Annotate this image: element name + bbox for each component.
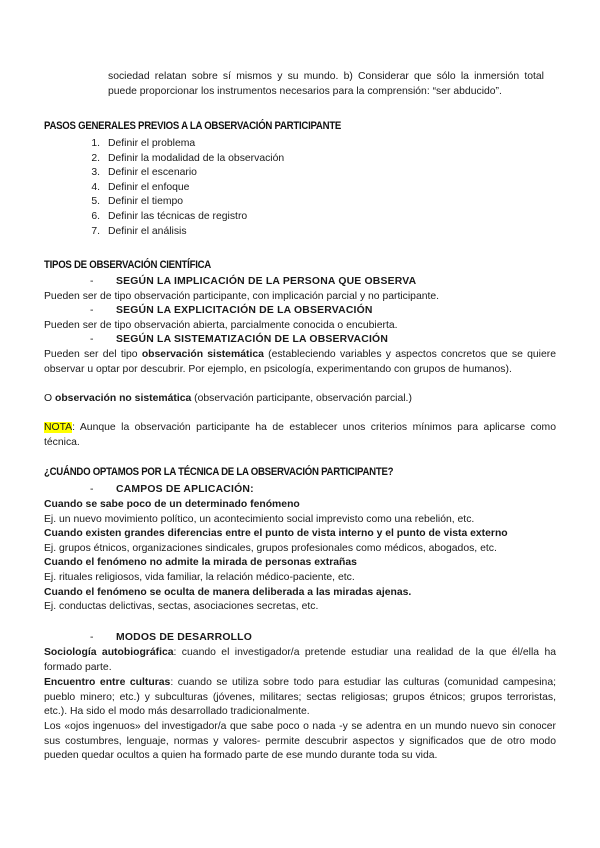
dash-marker: -: [90, 276, 94, 287]
subheading-text: SEGÚN LA SISTEMATIZACIÓN DE LA OBSERVACIÓN: [116, 334, 389, 345]
campo-title: [44, 556, 564, 571]
list-item: [80, 210, 284, 225]
bold-term: observación sistemática: [141, 349, 264, 360]
tipos-text-2: Pueden ser de tipo observación abierta, parcialmente conocida o encubierta.: [44, 320, 398, 331]
list-item: [80, 166, 284, 181]
list-number: 3.: [91, 167, 100, 179]
bold-term: Encuentro entre culturas: [44, 677, 171, 688]
subheading-text: CAMPOS DE APLICACIÓN:: [116, 484, 254, 495]
subheading-modos: [90, 631, 252, 646]
intro-line-2: puede proporcionar los instrumentos necesarios para la comprensión: “ser abducido”.: [108, 85, 502, 97]
dash-marker: -: [90, 334, 94, 345]
text-run: O: [44, 393, 55, 404]
modo-sociologia-autobiografica: [44, 646, 556, 675]
subheading-text: SEGÚN LA EXPLICITACIÓN DE LA OBSERVACIÓN: [116, 305, 373, 316]
dash-marker: -: [90, 632, 94, 643]
text-run: (observación participante, observación parcial.): [191, 393, 412, 404]
nota-highlight: NOTA: [44, 422, 73, 433]
list-number: 5.: [91, 196, 100, 208]
subheading-explicitacion: [90, 304, 373, 319]
tipos-paragraph-sistematica: [44, 348, 556, 377]
list-item: [80, 137, 284, 152]
tipos-paragraph-no-sistematica: [44, 392, 412, 407]
list-item: [80, 152, 284, 167]
campo-example: Ej. grupos étnicos, organizaciones sindicales, grupos profesionales como médicos, abogados, etc.: [44, 542, 497, 554]
subheading-text: MODOS DE DESARROLLO: [116, 632, 252, 643]
dash-marker: -: [90, 484, 94, 495]
nota-paragraph: [44, 421, 556, 450]
section-heading-pasos: PASOS GENERALES PREVIOS A LA OBSERVACIÓN PARTICIPANTE: [44, 120, 342, 132]
tipos-text-1: Pueden ser de tipo observación participante, con implicación parcial y no participante.: [44, 291, 440, 302]
list-number: 1.: [91, 138, 100, 149]
modo-ojos-ingenuos: Los «ojos ingenuos» del investigador/a que sabe poco o nada -y se adentra en un mundo nuevo sin conocer sus costumbres, lenguaje, normas y valores- permite descubrir aspectos y significados que de otro modo pueden quedar ocultos a quien ha formado parte de ese mundo durante toda su vida.: [44, 721, 556, 762]
list-item-text: Definir la modalidad de la observación: [108, 152, 285, 164]
subheading-text: SEGÚN LA IMPLICACIÓN DE LA PERSONA QUE OBSERVA: [116, 276, 417, 287]
bold-term: Cuando se sabe poco de un determinado fenómeno: [44, 499, 300, 510]
list-number: 2.: [91, 152, 100, 164]
list-item-text: Definir el tiempo: [108, 196, 184, 208]
campo-example: Ej. un nuevo movimiento político, un acontecimiento social imprevisto como una rebelión, etc.: [44, 513, 475, 525]
text-run: Pueden ser del tipo: [44, 349, 142, 360]
list-item-text: Definir el enfoque: [108, 181, 190, 193]
subheading-sistematizacion: [90, 333, 388, 348]
text-run: (estableciendo variables y aspectos concretos que se quiere observar u optar por descubrir. Por ejemplo, en psicología, experimentando con grupos de humanos).: [44, 349, 556, 375]
list-item-text: Definir las técnicas de registro: [108, 210, 248, 222]
campo-example: Ej. conductas delictivas, sectas, asociaciones secretas, etc.: [44, 601, 319, 613]
dash-marker: -: [90, 305, 94, 316]
campo-example: Ej. rituales religiosos, vida familiar, la relación médico-paciente, etc.: [44, 571, 355, 583]
text-run: : cuando el investigador/a pretende estudiar una realidad de la que él/ella ha formado parte.: [44, 647, 556, 673]
intro-paragraph: [108, 70, 544, 99]
campo-title: [44, 527, 564, 542]
list-item: [80, 225, 284, 240]
list-item-text: Definir el escenario: [108, 167, 197, 179]
subheading-implicacion: [90, 275, 416, 290]
list-number: 4.: [91, 181, 100, 193]
campo-title: [44, 498, 564, 513]
list-item-text: Definir el problema: [108, 138, 196, 149]
text-run: : cuando se utiliza sobre todo para estudiar las culturas (comunidad campesina; pueblo minero; etc.) y subculturas (jóvenes, militares; sectas religiosas; grupos étnicos; grupos terroristas, etc.). Ha sido el modo más desarrollado tradicionalmente.: [44, 677, 557, 718]
section-heading-cuando: ¿CUÁNDO OPTAMOS POR LA TÉCNICA DE LA OBSERVACIÓN PARTICIPANTE?: [44, 466, 394, 478]
bold-term: Sociología autobiográfica: [44, 647, 174, 658]
list-number: 7.: [91, 225, 100, 237]
section-heading-tipos: TIPOS DE OBSERVACIÓN CIENTÍFICA: [44, 259, 211, 271]
campos-list: [44, 498, 564, 615]
bold-term: Cuando el fenómeno no admite la mirada de personas extrañas: [44, 557, 357, 569]
list-number: 6.: [91, 210, 100, 222]
bold-term: Cuando el fenómeno se oculta de manera deliberada a las miradas ajenas.: [44, 586, 412, 598]
list-item-text: Definir el análisis: [108, 225, 187, 237]
intro-line-1: sociedad relatan sobre sí mismos y su mundo. b) Considerar que sólo la inmersión total: [108, 71, 544, 82]
subheading-campos: [90, 483, 254, 498]
pasos-list: [80, 137, 284, 239]
campo-title: [44, 586, 564, 601]
text-run: : Aunque la observación participante ha de establecer unos criterios mínimos para aplicarse como técnica.: [44, 422, 556, 448]
list-item: [80, 195, 284, 210]
list-item: [80, 181, 284, 196]
modo-encuentro-culturas: [44, 676, 556, 720]
bold-term: observación no sistemática: [54, 393, 192, 404]
bold-term: Cuando existen grandes diferencias entre el punto de vista interno y el punto de vista externo: [44, 528, 508, 540]
